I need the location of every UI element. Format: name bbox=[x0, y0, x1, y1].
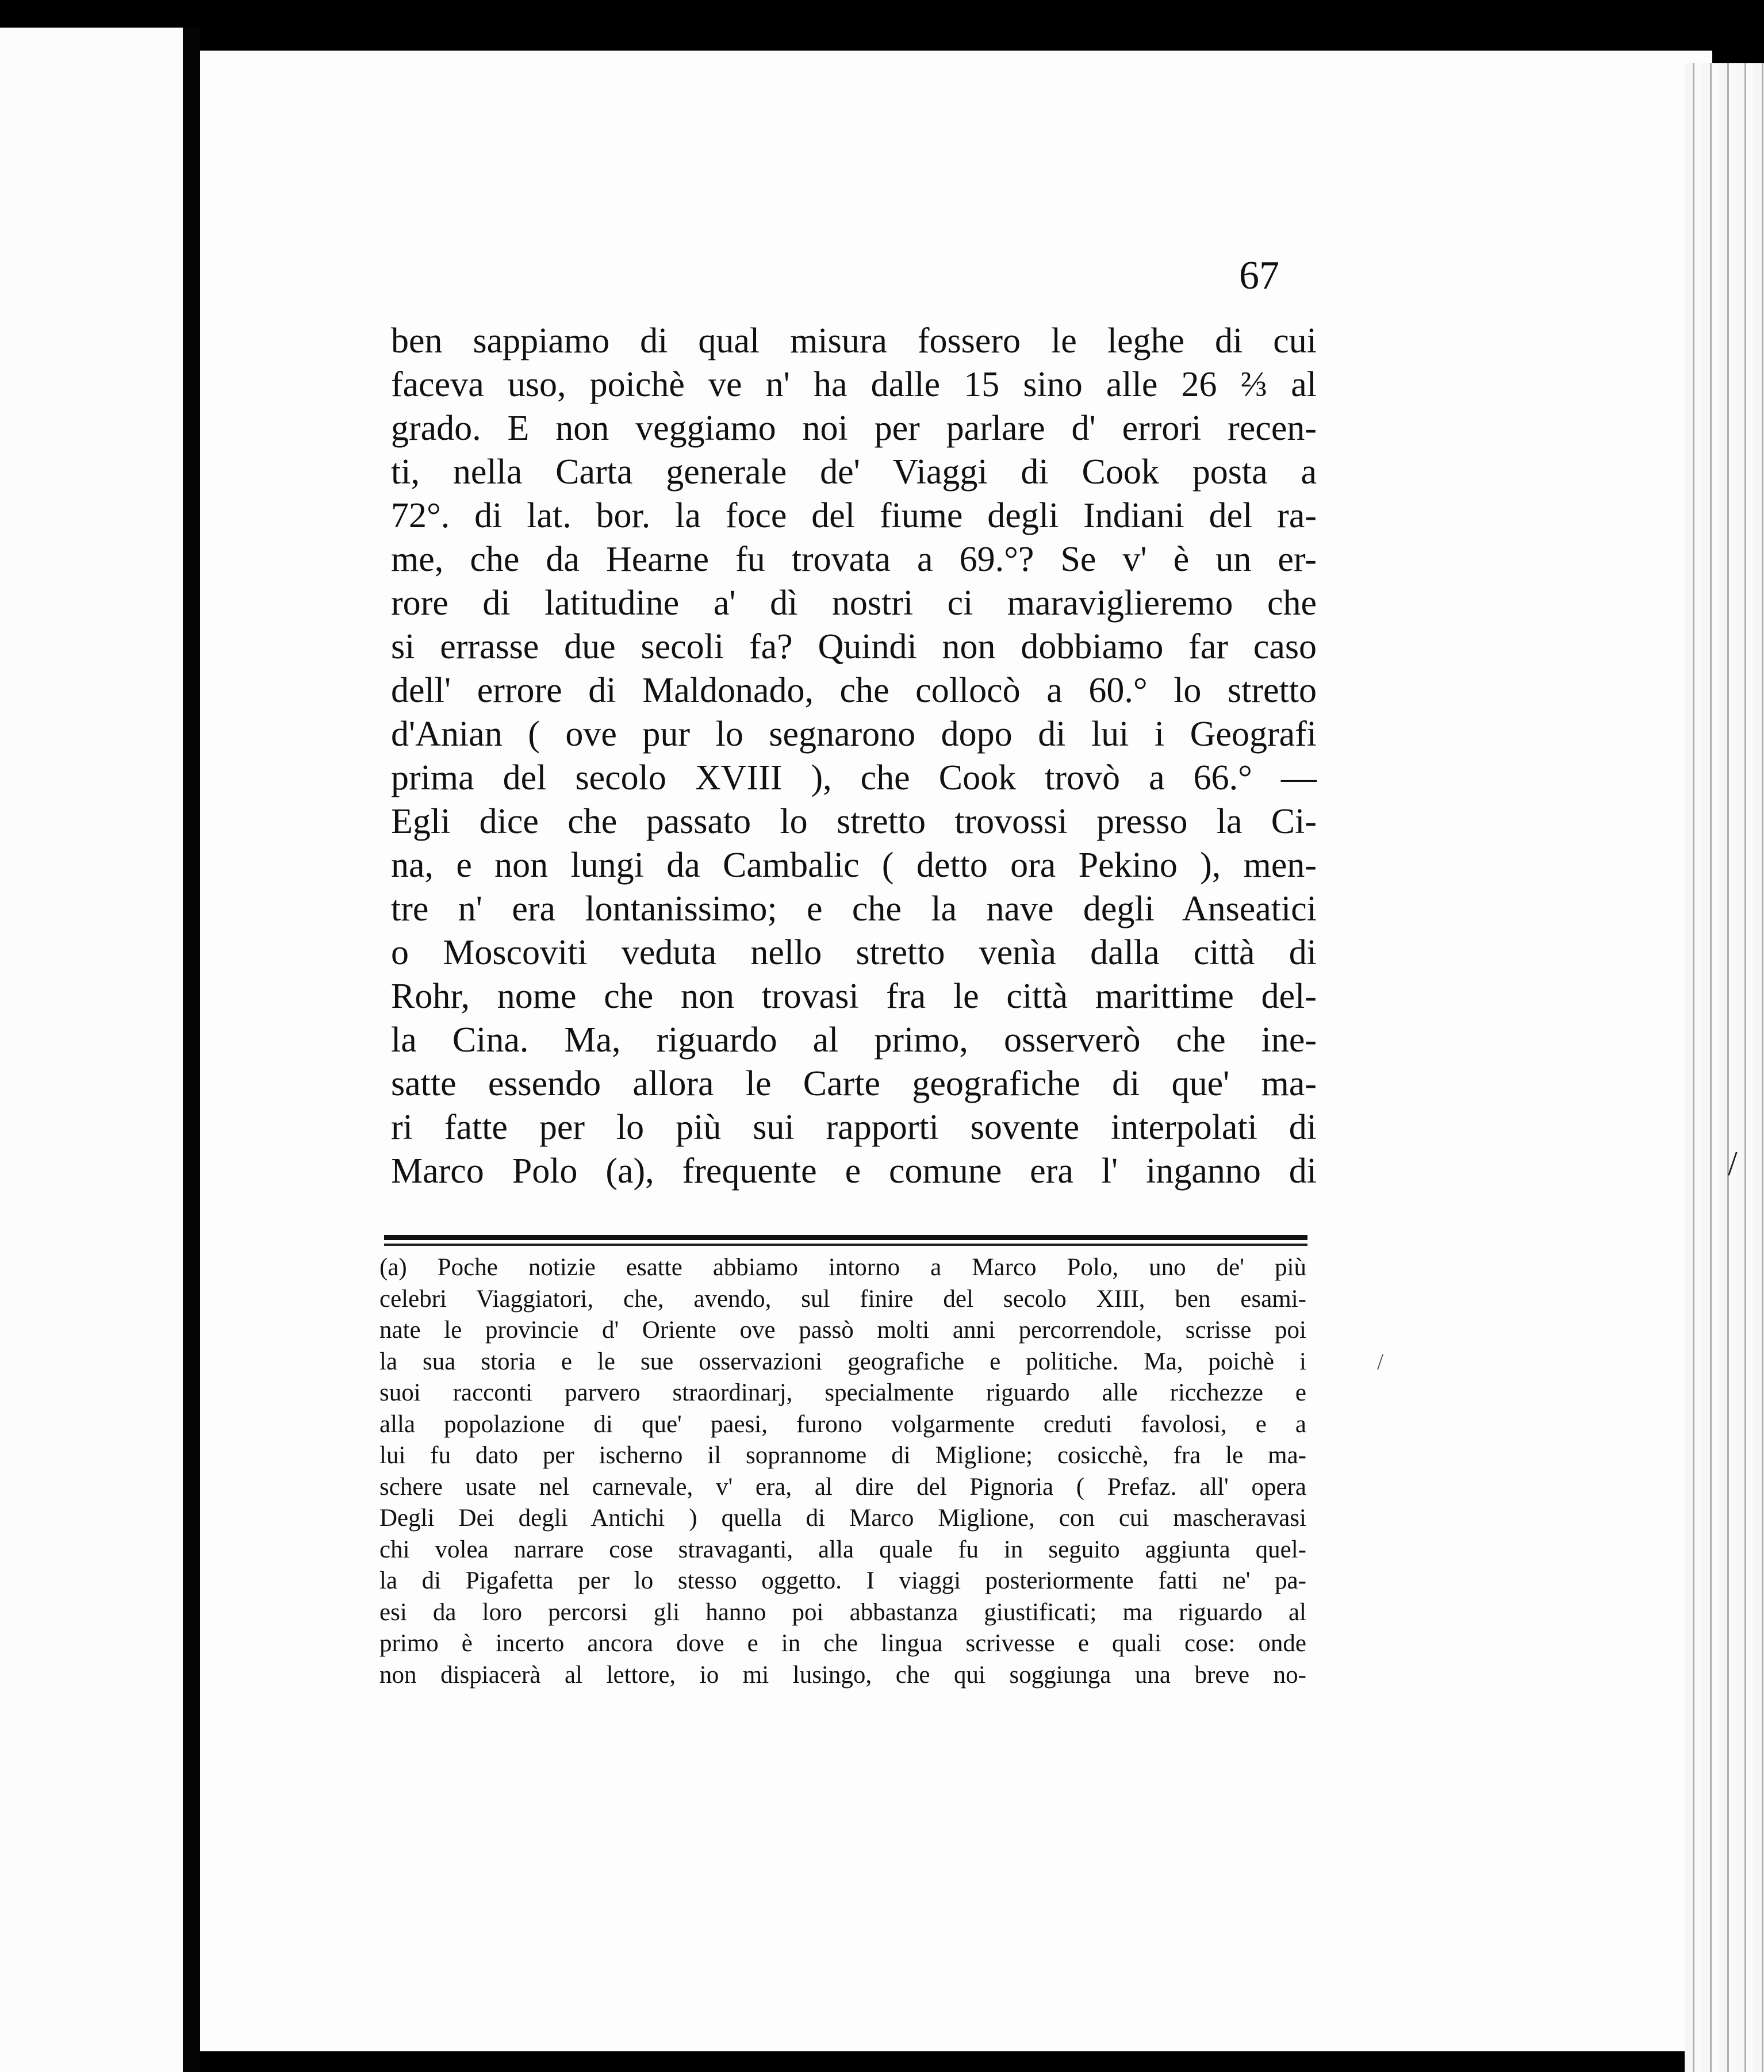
footnote-line: la di Pigafetta per lo stesso oggetto. I viaggi posteriormente fatti ne' pa- bbox=[379, 1567, 1306, 1594]
footnote-line: alla popolazione di que' paesi, furono volgarmente creduti favolosi, e a bbox=[379, 1410, 1306, 1438]
footnote-line: la sua storia e le sue osservazioni geografiche e politiche. Ma, poichè i bbox=[379, 1348, 1306, 1375]
text-line: 72°. di lat. bor. la foce del fiume degli Indiani del ra- bbox=[391, 496, 1317, 535]
text-line: prima del secolo XVIII ), che Cook trovò a 66.° — bbox=[391, 758, 1317, 797]
footnote-line: chi volea narrare cose stravaganti, alla quale fu in seguito aggiunta quel- bbox=[379, 1536, 1306, 1563]
footnote-rule bbox=[384, 1235, 1307, 1240]
main-text bbox=[391, 319, 1317, 1193]
text-line: na, e non lungi da Cambalic ( detto ora Pekino ), men- bbox=[391, 846, 1317, 885]
text-line: ri fatte per lo più sui rapporti sovente interpolati di bbox=[391, 1108, 1317, 1147]
text-line: ti, nella Carta generale de' Viaggi di Cook posta a bbox=[391, 452, 1317, 492]
footnote-line: schere usate nel carnevale, v' era, al dire del Pignoria ( Prefaz. all' opera bbox=[379, 1473, 1306, 1501]
text-line: tre n' era lontanissimo; e che la nave degli Anseatici bbox=[391, 889, 1317, 928]
margin-mark: / bbox=[1728, 1145, 1738, 1183]
footnote-line: suoi racconti parvero straordinarj, specialmente riguardo alle ricchezze e bbox=[379, 1379, 1306, 1406]
footnote-line: celebri Viaggiatori, che, avendo, sul finire del secolo XIII, ben esami- bbox=[379, 1285, 1306, 1313]
footnote-rule-thin bbox=[384, 1244, 1307, 1246]
margin-mark: / bbox=[1377, 1349, 1384, 1375]
page-edges bbox=[1685, 63, 1764, 2072]
footnote-line: primo è incerto ancora dove e in che lingua scrivesse e quali cose: onde bbox=[379, 1630, 1306, 1657]
footnote-line: Degli Dei degli Antichi ) quella di Marco Miglione, con cui mascheravasi bbox=[379, 1505, 1306, 1532]
text-line: satte essendo allora le Carte geografiche di que' ma- bbox=[391, 1064, 1317, 1103]
text-line: me, che da Hearne fu trovata a 69.°? Se v' è un er- bbox=[391, 540, 1317, 579]
text-line: dell' errore di Maldonado, che collocò a 60.° lo stretto bbox=[391, 671, 1317, 710]
footnote bbox=[379, 1252, 1306, 1691]
text-line: la Cina. Ma, riguardo al primo, osserverò che ine- bbox=[391, 1020, 1317, 1060]
text-line: si errasse due secoli fa? Quindi non dobbiamo far caso bbox=[391, 627, 1317, 666]
footnote-line: esi da loro percorsi gli hanno poi abbastanza giustificati; ma riguardo al bbox=[379, 1598, 1306, 1626]
text-line: Marco Polo (a), frequente e comune era l' inganno di bbox=[391, 1152, 1317, 1191]
text-line: d'Anian ( ove pur lo segnarono dopo di lui i Geografi bbox=[391, 715, 1317, 754]
book-gutter bbox=[183, 28, 200, 2072]
text-line: faceva uso, poichè ve n' ha dalle 15 sino alle 26 ⅔ al bbox=[391, 365, 1317, 404]
text-line: Egli dice che passato lo stretto trovossi presso la Ci- bbox=[391, 802, 1317, 841]
text-line: ben sappiamo di qual misura fossero le leghe di cui bbox=[391, 321, 1317, 360]
footnote-line: nate le provincie d' Oriente ove passò molti anni percorrendole, scrisse poi bbox=[379, 1317, 1306, 1344]
facing-page bbox=[0, 28, 183, 2072]
footnote-line: (a) Poche notizie esatte abbiamo intorno a Marco Polo, uno de' più bbox=[379, 1254, 1306, 1281]
text-line: Rohr, nome che non trovasi fra le città marittime del- bbox=[391, 977, 1317, 1016]
footnote-line: non dispiacerà al lettore, io mi lusingo, che qui soggiunga una breve no- bbox=[379, 1661, 1306, 1689]
page-number: 67 bbox=[1239, 254, 1279, 298]
text-line: rore di latitudine a' dì nostri ci maraviglieremo che bbox=[391, 584, 1317, 623]
footnote-line: lui fu dato per ischerno il soprannome di Miglione; cosicchè, fra le ma- bbox=[379, 1442, 1306, 1469]
text-line: o Moscoviti veduta nello stretto venìa dalla città di bbox=[391, 933, 1317, 972]
text-line: grado. E non veggiamo noi per parlare d' errori recen- bbox=[391, 409, 1317, 448]
